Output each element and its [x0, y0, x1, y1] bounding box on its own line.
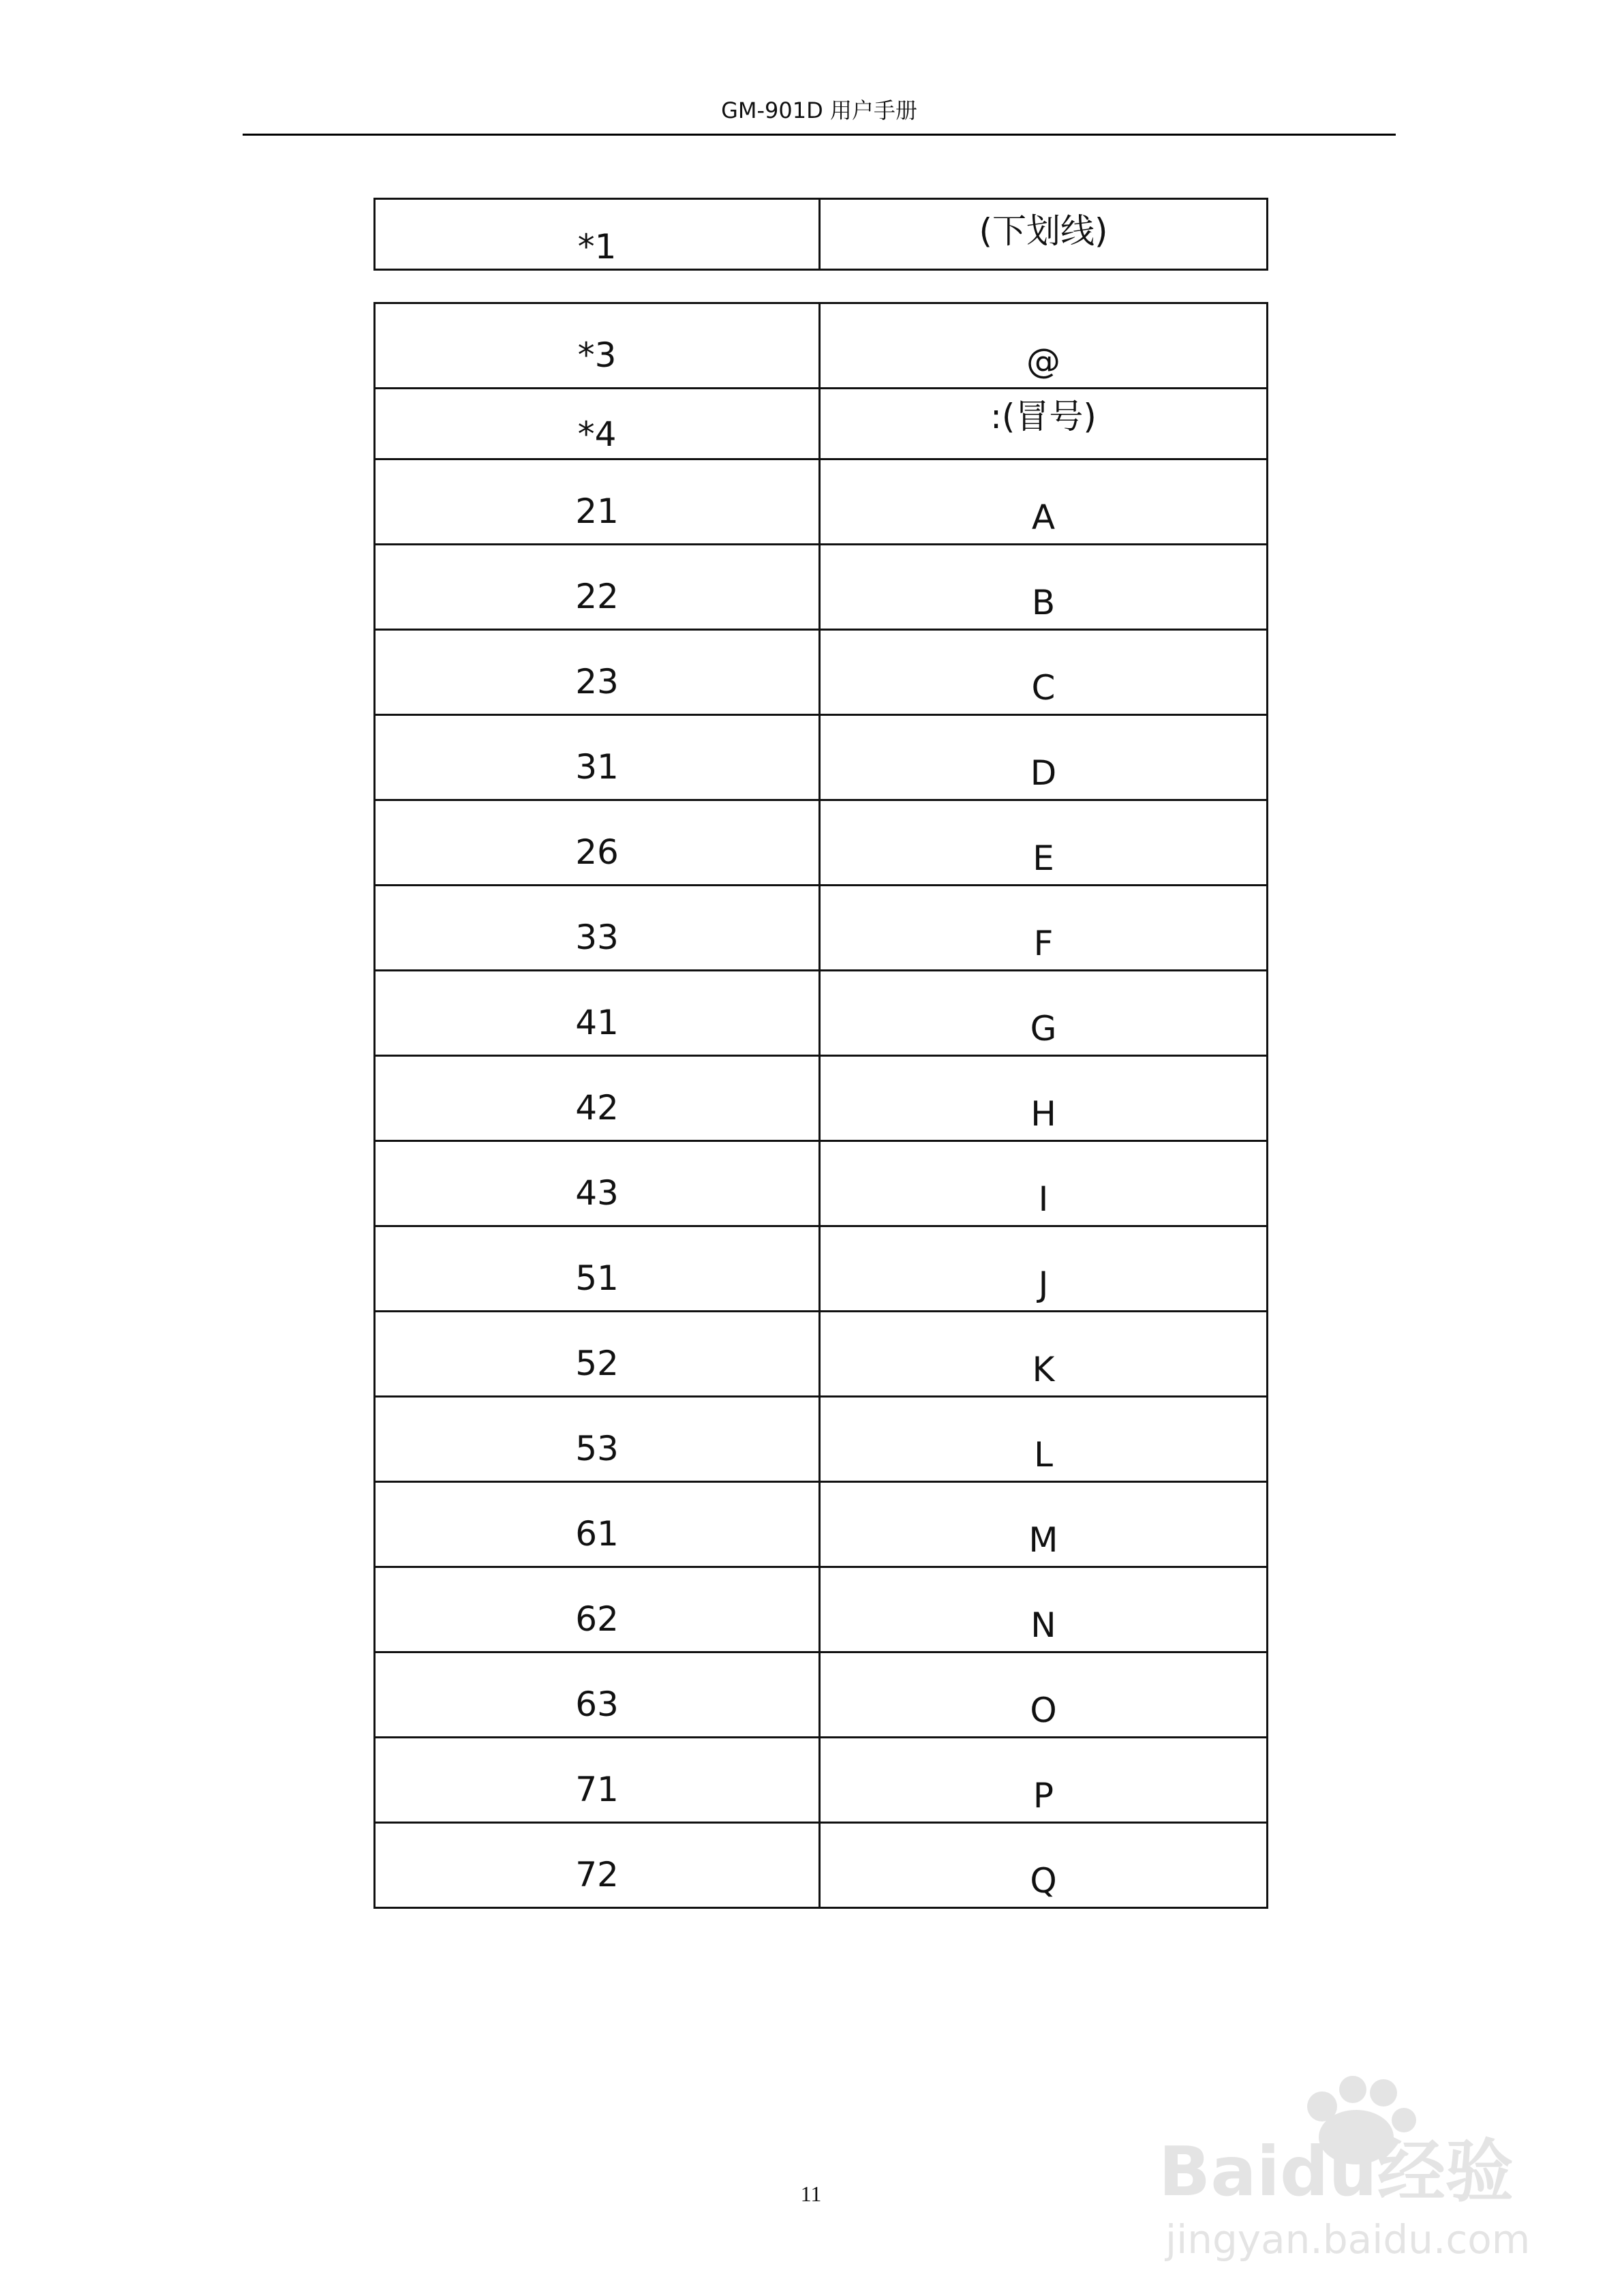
code-text: 72 [575, 1855, 619, 1894]
code-text: *4 [577, 414, 617, 454]
table-row [375, 545, 1268, 630]
char-cell [820, 886, 1268, 971]
table-row [375, 1312, 1268, 1397]
char-text: B [1031, 583, 1056, 622]
code-text: 53 [575, 1429, 619, 1468]
code-text: *1 [577, 226, 617, 267]
code-text: 52 [575, 1344, 619, 1383]
code-cell [375, 1141, 820, 1226]
table-row [375, 800, 1268, 886]
page-number: 11 [800, 2181, 822, 2206]
code-text: 41 [575, 1003, 619, 1042]
char-text: D [1030, 753, 1057, 793]
char-cell [820, 715, 1268, 800]
code-text: 22 [575, 577, 619, 616]
char-cell [820, 389, 1268, 459]
code-text: 31 [575, 747, 619, 787]
table-row [375, 886, 1268, 971]
char-cell [820, 1652, 1268, 1738]
code-text: 21 [575, 492, 619, 531]
char-text: N [1030, 1605, 1056, 1645]
code-cell [375, 1397, 820, 1482]
code-text: 71 [575, 1770, 619, 1809]
watermark-brand: Baidu经验 [1159, 2132, 1514, 2211]
code-cell [375, 800, 820, 886]
char-text: J [1038, 1265, 1049, 1304]
code-text: 43 [575, 1173, 619, 1213]
table-row [375, 630, 1268, 715]
char-text: A [1031, 498, 1056, 537]
table-row [375, 1141, 1268, 1226]
char-text: H [1030, 1094, 1056, 1134]
char-cell [820, 459, 1268, 545]
code-text: 63 [575, 1685, 619, 1724]
code-cell [375, 886, 820, 971]
code-cell [375, 630, 820, 715]
char-cell [820, 1397, 1268, 1482]
header-divider [243, 134, 1396, 136]
code-cell [375, 1056, 820, 1141]
main-code-table [373, 302, 1268, 1909]
table-row [375, 1738, 1268, 1823]
code-cell [375, 459, 820, 545]
code-cell [375, 389, 820, 459]
code-cell [375, 545, 820, 630]
table-row [375, 389, 1268, 459]
code-text: 62 [575, 1599, 619, 1639]
char-cell [820, 303, 1268, 389]
char-text: K [1032, 1350, 1055, 1389]
code-cell [375, 303, 820, 389]
page-header-title: GM-901D 用户手册 [721, 97, 917, 123]
code-text: 26 [575, 832, 619, 872]
char-text: I [1038, 1179, 1049, 1219]
char-text: M [1028, 1520, 1058, 1560]
table-row [375, 1652, 1268, 1738]
char-cell [820, 1482, 1268, 1567]
code-text: 33 [575, 918, 619, 957]
char-cell [820, 545, 1268, 630]
char-text: :(冒号) [990, 396, 1097, 436]
code-cell [375, 971, 820, 1056]
char-text: O [1030, 1691, 1057, 1730]
char-text: F [1033, 924, 1054, 963]
char-text: G [1030, 1009, 1057, 1048]
char-cell [820, 199, 1268, 270]
code-text: 61 [575, 1514, 619, 1554]
char-cell [820, 1226, 1268, 1312]
char-cell [820, 800, 1268, 886]
code-text: 51 [575, 1258, 619, 1298]
code-cell [375, 1823, 820, 1908]
char-cell [820, 630, 1268, 715]
table-row [375, 459, 1268, 545]
code-cell [375, 1652, 820, 1738]
table-row [375, 1482, 1268, 1567]
char-cell [820, 1312, 1268, 1397]
table-row [375, 199, 1268, 270]
char-text: (下划线) [979, 211, 1108, 251]
code-cell [375, 1312, 820, 1397]
char-text: @ [1026, 342, 1060, 381]
table-row [375, 1567, 1268, 1652]
char-text: C [1031, 668, 1056, 708]
top-code-table [373, 198, 1268, 271]
table-row [375, 1823, 1268, 1908]
char-cell [820, 1141, 1268, 1226]
baidu-jingyan-watermark [1152, 2059, 1554, 2263]
char-text: E [1032, 839, 1054, 878]
char-cell [820, 1738, 1268, 1823]
table-row [375, 303, 1268, 389]
char-cell [820, 1056, 1268, 1141]
code-cell [375, 715, 820, 800]
code-cell [375, 1482, 820, 1567]
code-cell [375, 1567, 820, 1652]
code-text: 42 [575, 1088, 619, 1128]
code-cell [375, 1738, 820, 1823]
code-cell [375, 1226, 820, 1312]
char-cell [820, 1567, 1268, 1652]
table-row [375, 1056, 1268, 1141]
table-row [375, 971, 1268, 1056]
table-row [375, 1226, 1268, 1312]
code-cell [375, 199, 820, 270]
watermark-url: jingyan.baidu.com [1165, 2216, 1531, 2263]
code-text: *3 [577, 335, 617, 375]
char-text: L [1034, 1435, 1053, 1475]
table-row [375, 715, 1268, 800]
code-text: 23 [575, 662, 619, 701]
char-text: Q [1030, 1861, 1057, 1901]
char-cell [820, 1823, 1268, 1908]
table-row [375, 1397, 1268, 1482]
char-text: P [1032, 1776, 1054, 1815]
char-cell [820, 971, 1268, 1056]
